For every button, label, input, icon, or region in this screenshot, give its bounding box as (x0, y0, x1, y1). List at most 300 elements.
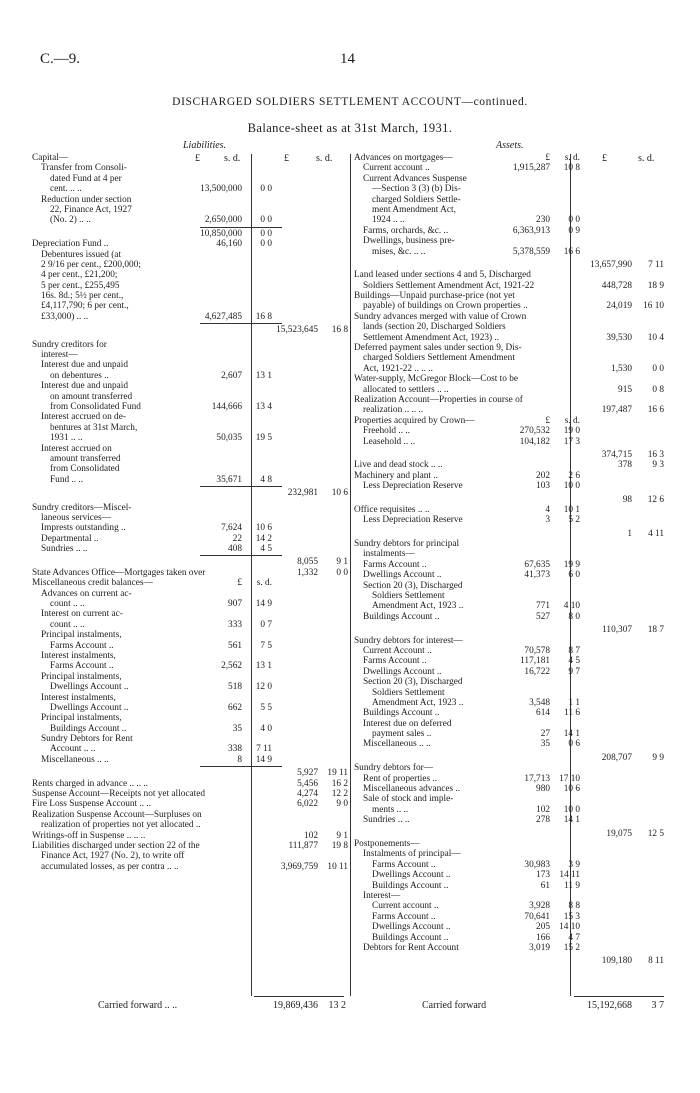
assets-inner-sd: 17 10 (559, 773, 580, 784)
liabilities-inner-sd: 7 5 (260, 640, 272, 651)
liabilities-outer-pounds: 3,969,759 (280, 861, 318, 872)
liabilities-row (32, 454, 350, 464)
assets-row (354, 677, 668, 687)
liabilities-item-label: Advances on current ac- (41, 588, 132, 599)
assets-inner-pounds: 41,373 (524, 570, 550, 581)
liabilities-row (32, 195, 350, 205)
liabilities-item-label: Interest due and unpaid (41, 360, 128, 371)
assets-inner-pounds: 771 (536, 601, 550, 612)
liabilities-row (32, 205, 350, 215)
liabilities-row (32, 215, 350, 225)
assets-item-label: Soldiers Settlement Amendment Act, 1921-22 (363, 280, 535, 291)
liabilities-row (32, 851, 350, 861)
liabilities-row (32, 163, 350, 173)
liabilities-row (32, 557, 350, 567)
assets-row (354, 163, 668, 173)
liabilities-inner-pounds: 144,666 (211, 401, 242, 412)
liabilities-row (32, 371, 350, 381)
liabilities-row (32, 713, 350, 723)
assets-item-label: Sundry advances merged with value of Crown (354, 311, 527, 322)
assets-item-label: charged Soldiers Settle- (372, 194, 461, 205)
assets-row (354, 719, 668, 729)
liabilities-inner-pounds: 46,160 (216, 239, 242, 250)
liabilities-row (32, 693, 350, 703)
liabilities-item-label: Farms Account .. (50, 640, 114, 651)
liabilities-inner-sd: 12 0 (255, 682, 272, 693)
assets-outer-sd: 16 3 (647, 449, 664, 460)
assets-row (354, 353, 668, 363)
liabilities-inner-pounds: 35,671 (216, 474, 242, 485)
assets-outer-pounds: 19,075 (606, 828, 632, 839)
assets-item-label: Soldiers Settlement (372, 687, 445, 698)
assets-item-label: Dwellings Account .. (363, 666, 442, 677)
liabilities-row (32, 184, 350, 194)
assets-row (354, 891, 668, 901)
assets-outer-pounds: 448,728 (601, 280, 632, 291)
assets-inner-pounds: 102 (536, 804, 550, 815)
assets-inner-sd: 14 1 (563, 729, 580, 740)
assets-inner-pounds: 278 (536, 815, 550, 826)
liabilities-inner-sd: 4 5 (260, 544, 272, 555)
assets-row (354, 495, 668, 505)
liabilities-row (32, 433, 350, 443)
liabilities-outer-sd: 9 0 (336, 799, 348, 810)
assets-row (354, 364, 668, 374)
assets-row (354, 601, 668, 611)
liabilities-item-label: Principal instalments, (41, 630, 122, 641)
liabilities-inner-sd: 5 5 (260, 702, 272, 713)
liabilities-row (32, 281, 350, 291)
assets-inner-sd: 9 7 (568, 666, 580, 677)
assets-row (354, 763, 668, 773)
left-carried-forward-label: Carried forward .. .. (98, 1000, 178, 1011)
assets-outer-sd: 12 5 (647, 828, 664, 839)
liabilities-outer-sd: 9 1 (336, 830, 348, 841)
assets-row (354, 636, 668, 646)
liabilities-item-label: Fire Loss Suspense Account .. .. (32, 799, 152, 810)
assets-row (354, 343, 668, 353)
assets-item-label: allocated to settlers .. .. (363, 384, 449, 395)
assets-row (354, 849, 668, 859)
assets-item-label: Dwellings, business pre- (363, 236, 455, 247)
liabilities-inner-sd: 14 9 (255, 599, 272, 610)
liabilities-total-rule (254, 996, 344, 997)
assets-item-label: Farms Account .. (363, 656, 427, 667)
assets-row (354, 656, 668, 666)
assets-inner-pounds: 4 (545, 504, 550, 515)
liabilities-row (32, 799, 350, 809)
assets-inner-pounds: 35 (540, 739, 550, 750)
assets-inner-sd: s. d. (564, 153, 580, 163)
liabilities-item-label: Account .. .. (50, 744, 96, 755)
assets-row (354, 270, 668, 280)
liabilities-row (32, 523, 350, 533)
liab-sd-2: s. d. (316, 153, 333, 164)
assets-row (354, 739, 668, 749)
liabilities-item-label: from Consolidated Fund (50, 401, 141, 412)
liabilities-inner-pounds: 333 (228, 619, 242, 630)
assets-inner-sd: 10 1 (563, 504, 580, 515)
assets-item-label: Section 20 (3), Discharged (363, 580, 463, 591)
assets-inner-sd: 14 1 (563, 815, 580, 826)
assets-row (354, 784, 668, 794)
assets-row (354, 922, 668, 932)
liabilities-item-label: realization of properties not yet allocated .. (41, 820, 201, 831)
assets-inner-pounds: 70,578 (524, 645, 550, 656)
assets-item-label: Current account .. (372, 901, 439, 912)
assets-item-label: Amendment Act, 1923 .. (372, 601, 464, 612)
assets-row (354, 870, 668, 880)
assets-inner-sd: 8 7 (568, 645, 580, 656)
liabilities-row (32, 312, 350, 322)
assets-inner-pounds: 3,548 (529, 697, 550, 708)
liabilities-row (32, 229, 350, 239)
assets-row (354, 943, 668, 953)
assets-inner-pounds: 5,378,559 (512, 246, 550, 257)
assets-outer-sd: 10 4 (647, 332, 664, 343)
assets-item-label: Live and dead stock .. .. (354, 460, 443, 471)
assets-outer-sd: 9 3 (652, 460, 664, 471)
assets-row (354, 226, 668, 236)
assets-row (354, 281, 668, 291)
liabilities-row (32, 544, 350, 554)
assets-row (354, 646, 668, 656)
assets-row (354, 312, 668, 322)
liabilities-inner-sd: 0 0 (260, 228, 272, 239)
liabilities-row (32, 513, 350, 523)
assets-inner-pounds: 980 (536, 784, 550, 795)
assets-inner-sd: 1 1 (568, 697, 580, 708)
liabilities-row (32, 661, 350, 671)
assets-outer-sd: 18 7 (647, 625, 664, 636)
assets-row (354, 437, 668, 447)
assets-inner-pounds: 70,641 (524, 911, 550, 922)
assets-inner-pounds: 3,928 (529, 901, 550, 912)
assets-row (354, 591, 668, 601)
assets-outer-pounds: 197,487 (601, 405, 632, 416)
assets-item-label: Realization Account—Properties in course of (354, 394, 523, 405)
assets-outer-sd: 18 9 (647, 280, 664, 291)
assets-row (354, 774, 668, 784)
liabilities-outer-sd: 19 8 (331, 841, 348, 851)
assets-inner-sd: 11 6 (564, 708, 580, 719)
assets-item-label: 1924 .. .. (372, 215, 405, 226)
liabilities-row (32, 270, 350, 280)
liabilities-item-label: accumulated losses, as per contra .. .. (41, 861, 179, 872)
liabilities-inner-pounds: 10,850,000 (200, 228, 242, 239)
assets-sd-2: s. d. (638, 153, 655, 164)
assets-outer-pounds: 208,707 (601, 752, 632, 763)
liabilities-outer-pounds: 4,274 (297, 789, 318, 800)
assets-inner-pounds: 104,182 (519, 436, 550, 447)
section-title: DISCHARGED SOLDIERS SETTLEMENT ACCOUNT—continued. (172, 96, 528, 108)
liabilities-row (32, 402, 350, 412)
assets-item-label: Sundry debtors for— (354, 763, 434, 774)
assets-item-label: Buildings Account .. (363, 611, 440, 622)
assets-outer-pounds: 374,715 (601, 449, 632, 460)
assets-row (354, 901, 668, 911)
assets-row (354, 322, 668, 332)
assets-row (354, 549, 668, 559)
liabilities-outer-sd: 10 6 (331, 488, 348, 499)
assets-inner-sd: 15 3 (563, 911, 580, 922)
assets-inner-pounds: 3 (545, 515, 550, 526)
liabilities-item-label: Interest due and unpaid (41, 381, 128, 392)
liabilities-row (32, 641, 350, 651)
assets-inner-pounds: 205 (536, 922, 550, 933)
liabilities-row (32, 651, 350, 661)
assets-row (354, 505, 668, 515)
assets-inner-pounds: 61 (540, 880, 550, 891)
liabilities-row (32, 589, 350, 599)
liabilities-row (32, 630, 350, 640)
assets-inner-sd: 5 2 (568, 515, 580, 526)
right-carried-forward-sd: 3 7 (651, 1000, 664, 1011)
liabilities-item-label: Depreciation Fund .. (32, 239, 109, 250)
assets-item-label: Buildings Account .. (363, 708, 440, 719)
liabilities-outer-pounds: 111,877 (288, 841, 318, 851)
assets-inner-pounds: £ (545, 415, 550, 426)
liabilities-item-label: £33,000) .. .. (41, 311, 89, 322)
assets-row (354, 794, 668, 804)
assets-item-label: Sale of stock and imple- (363, 794, 454, 805)
liabilities-inner-pounds: 662 (228, 702, 242, 713)
assets-row (354, 205, 668, 215)
liab-pound-sign-1: £ (195, 153, 200, 164)
liabilities-item-label: Interest on current ac- (41, 609, 123, 620)
assets-label: Assets. (496, 140, 524, 151)
liabilities-item-label: 22, Finance Act, 1927 (50, 204, 132, 215)
assets-row (354, 529, 668, 539)
assets-inner-pounds: £ (545, 153, 550, 163)
assets-inner-sd: s. d. (564, 415, 580, 426)
liabilities-inner-sd: 13 1 (255, 661, 272, 672)
liabilities-item-label: Interest instalments, (41, 650, 116, 661)
assets-row (354, 260, 668, 270)
liabilities-item-label: 1931 .. .. (50, 433, 83, 444)
assets-item-label: charged Soldiers Settlement Amendment (363, 353, 515, 364)
liabilities-outer-sd: 10 11 (327, 861, 348, 872)
liabilities-inner-pounds: £ (237, 578, 242, 589)
liabilities-row (32, 755, 350, 765)
assets-outer-pounds: 378 (618, 460, 632, 471)
liabilities-inner-pounds: 8 (237, 754, 242, 765)
assets-inner-sd: 15 2 (563, 942, 580, 953)
liabilities-outer-sd: 19 11 (327, 768, 348, 779)
liabilities-row (32, 488, 350, 498)
liabilities-inner-pounds: 35 (232, 723, 242, 734)
liabilities-inner-pounds: 22 (232, 533, 242, 544)
assets-item-label: Farms Account .. (372, 859, 436, 870)
liabilities-inner-pounds: 13,500,000 (200, 184, 242, 195)
liabilities-item-label: Rents charged in advance .. .. .. (32, 778, 149, 789)
liabilities-inner-pounds: 561 (228, 640, 242, 651)
liabilities-outer-pounds: 8,055 (297, 557, 318, 568)
balance-sheet-title: Balance-sheet as at 31st March, 1931. (247, 121, 453, 135)
assets-row (354, 881, 668, 891)
liabilities-outer-pounds: 5,456 (297, 778, 318, 789)
assets-column (354, 153, 668, 967)
liabilities-item-label: Interest accrued on (41, 443, 112, 454)
assets-outer-sd: 12 6 (647, 494, 664, 505)
liabilities-row (32, 503, 350, 513)
liabilities-inner-sd: 0 0 (260, 184, 272, 195)
liabilities-item-label: Dwellings Account .. (50, 682, 129, 693)
assets-item-label: Rent of properties .. (363, 773, 438, 784)
assets-item-label: Instalments of principal— (363, 849, 461, 860)
assets-row (354, 805, 668, 815)
liabilities-item-label: Miscellaneous credit balances— (32, 578, 153, 589)
liabilities-inner-pounds: 2,562 (221, 661, 242, 672)
assets-item-label: Leasehold .. .. (363, 436, 416, 447)
liabilities-outer-sd: 0 0 (336, 567, 348, 578)
assets-outer-pounds: 98 (622, 494, 632, 505)
liabilities-item-label: cent. .. .. (50, 184, 82, 195)
liabilities-inner-pounds: 7,624 (221, 523, 242, 534)
liabilities-row (32, 239, 350, 249)
liabilities-outer-pounds: 102 (304, 830, 318, 841)
assets-row (354, 625, 668, 635)
assets-inner-sd: 2 6 (568, 470, 580, 481)
liabilities-item-label: 4 per cent., £21,200; (41, 270, 118, 281)
assets-item-label: Land leased under sections 4 and 5, Discharged (354, 270, 531, 281)
assets-outer-sd: 9 9 (652, 752, 664, 763)
assets-item-label: Sundries .. .. (363, 815, 410, 826)
assets-item-label: Properties acquired by Crown— (354, 415, 475, 426)
assets-row (354, 829, 668, 839)
liabilities-item-label: Imprests outstanding .. (41, 523, 126, 534)
assets-inner-sd: 17 3 (563, 436, 580, 447)
liabilities-outer-pounds: 232,981 (287, 488, 318, 499)
liabilities-row (32, 789, 350, 799)
assets-row (354, 667, 668, 677)
assets-inner-pounds: 166 (536, 932, 550, 943)
assets-inner-pounds: 6,363,913 (512, 225, 550, 236)
assets-row (354, 236, 668, 246)
liabilities-inner-pounds: 2,650,000 (204, 215, 242, 226)
liabilities-row (32, 599, 350, 609)
assets-inner-sd: 11 9 (564, 880, 580, 891)
liabilities-item-label: Sundry creditors—Miscel- (32, 502, 132, 513)
assets-outer-sd: 7 11 (648, 259, 664, 270)
assets-row (354, 215, 668, 225)
assets-row (354, 416, 668, 426)
assets-item-label: Amendment Act, 1923 .. (372, 697, 464, 708)
assets-row (354, 839, 668, 849)
page-number: 14 (340, 51, 355, 67)
assets-item-label: Farms, orchards, &c. .. (363, 225, 449, 236)
assets-row (354, 570, 668, 580)
assets-outer-pounds: 1,530 (611, 363, 632, 374)
assets-outer-pounds: 39,530 (606, 332, 632, 343)
assets-item-label: Dwellings Account .. (372, 922, 451, 933)
liabilities-outer-sd: 9 1 (336, 557, 348, 568)
liabilities-item-label: from Consolidated (50, 464, 120, 475)
assets-inner-sd: 4 7 (568, 932, 580, 943)
assets-outer-pounds: 1 (627, 528, 632, 539)
liabilities-row (32, 682, 350, 692)
assets-item-label: Dwellings Account .. (372, 870, 451, 881)
assets-inner-pounds: 3,019 (529, 942, 550, 953)
assets-row (354, 247, 668, 257)
assets-row (354, 708, 668, 718)
assets-inner-sd: 10 0 (563, 481, 580, 492)
assets-row (354, 912, 668, 922)
assets-outer-pounds: 109,180 (601, 956, 632, 967)
liabilities-row (32, 340, 350, 350)
liabilities-inner-pounds: 2,607 (221, 370, 242, 381)
assets-row (354, 426, 668, 436)
assets-inner-sd: 10 0 (563, 804, 580, 815)
assets-total-rule (574, 996, 664, 997)
assets-outer-sd: 0 8 (652, 384, 664, 395)
assets-item-label: Settlement Amendment Act, 1923) .. (363, 332, 500, 343)
liabilities-outer-pounds: 1,332 (297, 567, 318, 578)
assets-inner-sd: 0 0 (568, 215, 580, 226)
assets-item-label: mises, &c. .. .. (372, 246, 426, 257)
assets-inner-pounds: 173 (536, 870, 550, 881)
assets-item-label: Buildings Account .. (372, 932, 449, 943)
liabilities-item-label: Dwellings Account .. (50, 702, 129, 713)
liabilities-inner-sd: 0 7 (260, 619, 272, 630)
liabilities-item-label: Principal instalments, (41, 713, 122, 724)
liabilities-row (32, 174, 350, 184)
assets-item-label: Farms Account .. (372, 911, 436, 922)
assets-row (354, 729, 668, 739)
liabilities-row (32, 412, 350, 422)
liabilities-outer-pounds: 5,927 (297, 768, 318, 779)
liabilities-inner-pounds: 50,035 (216, 433, 242, 444)
liabilities-row (32, 153, 350, 163)
assets-inner-sd: 3 9 (568, 859, 580, 870)
assets-inner-sd: 6 0 (568, 570, 580, 581)
assets-inner-pounds: 17,713 (524, 773, 550, 784)
assets-inner-pounds: 67,635 (524, 559, 550, 570)
liabilities-row (32, 703, 350, 713)
liabilities-item-label: Reduction under section (41, 194, 132, 205)
assets-item-label: Buildings—Unpaid purchase-price (not yet (354, 291, 515, 302)
liabilities-inner-pounds: 518 (228, 682, 242, 693)
assets-item-label: Less Depreciation Reserve (363, 481, 463, 492)
assets-item-label: Current account .. (363, 163, 430, 174)
right-carried-forward-label: Carried forward (422, 1000, 487, 1011)
assets-item-label: Dwellings Account .. (363, 570, 442, 581)
assets-item-label: instalments— (363, 549, 415, 560)
liabilities-row (32, 301, 350, 311)
assets-row (354, 753, 668, 763)
assets-item-label: Freehold .. .. (363, 426, 410, 437)
assets-item-label: —Section 3 (3) (b) Dis- (372, 184, 461, 195)
liabilities-row (32, 534, 350, 544)
assets-row (354, 933, 668, 943)
assets-item-label: Interest due on deferred (363, 718, 452, 729)
liabilities-item-label: Fund .. .. (50, 474, 84, 485)
assets-row (354, 460, 668, 470)
liabilities-item-label: Sundries .. .. (41, 544, 88, 555)
liabilities-item-label: on debentures .. (50, 370, 109, 381)
liabilities-row (32, 260, 350, 270)
assets-row (354, 688, 668, 698)
assets-outer-pounds: 915 (618, 384, 632, 395)
liabilities-row (32, 768, 350, 778)
liabilities-row (32, 392, 350, 402)
liabilities-inner-sd: 4 8 (260, 474, 272, 485)
assets-inner-sd: 16 6 (563, 246, 580, 257)
assets-inner-sd: 14 11 (559, 870, 580, 881)
liabilities-inner-sd: 0 0 (260, 215, 272, 226)
liabilities-row (32, 578, 350, 588)
assets-row (354, 581, 668, 591)
